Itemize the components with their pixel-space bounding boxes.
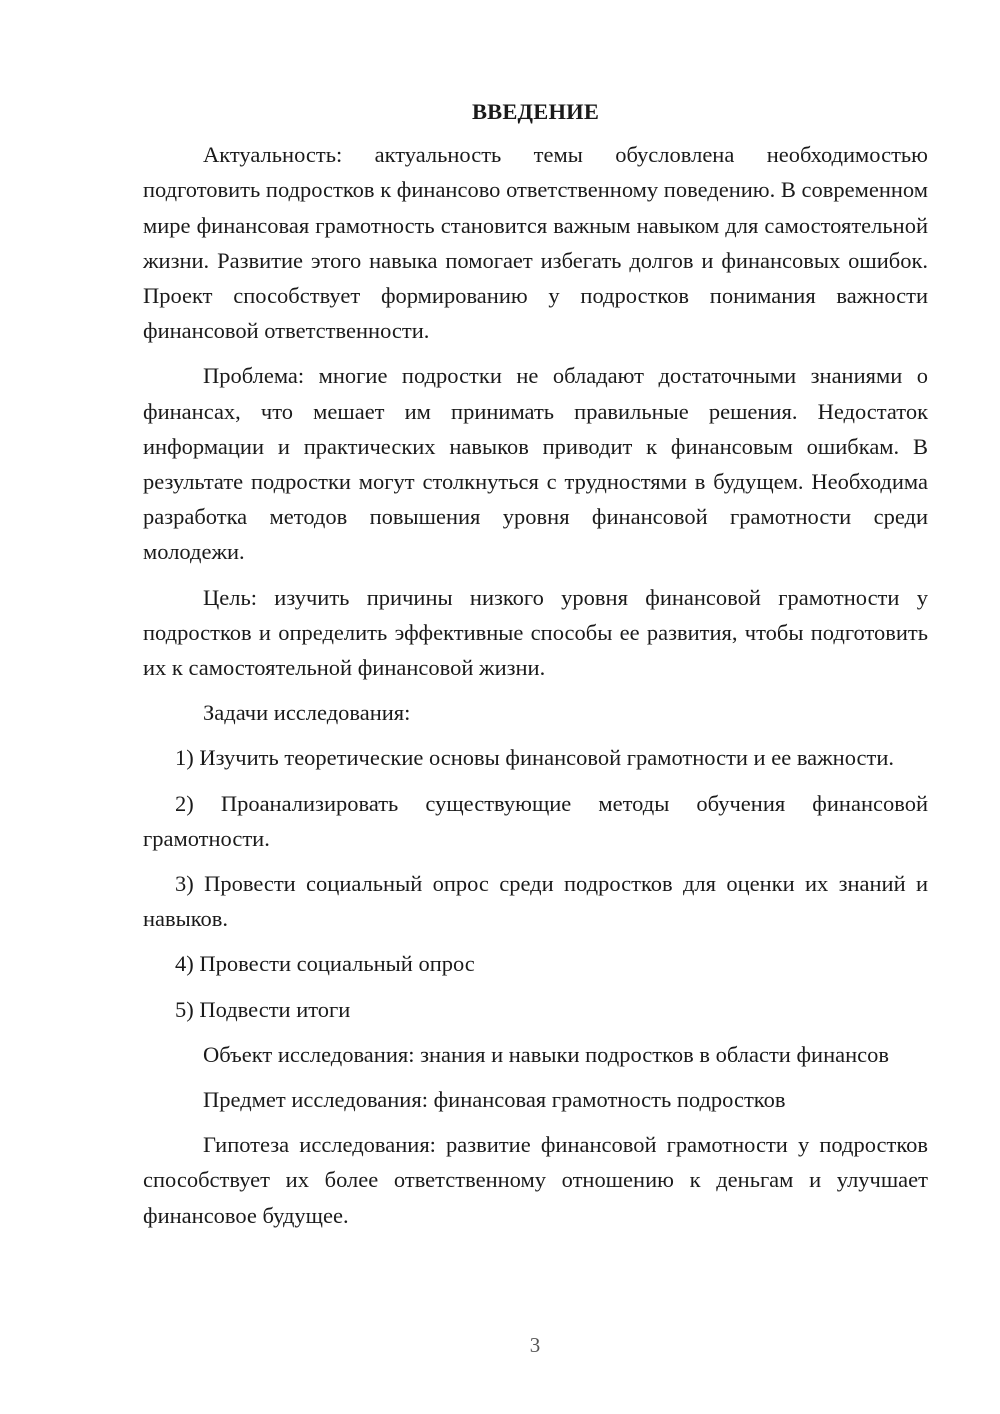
task-item-5: 5) Подвести итоги	[175, 996, 351, 1022]
task-item-1: 1) Изучить теоретические основы финансовой грамотности и ее важности.	[175, 745, 895, 771]
task-item-2: 2) Проанализировать существующие методы обучения финансовой грамотности.	[143, 790, 928, 851]
task-item-4: 4) Провести социальный опрос	[175, 951, 475, 977]
paragraph-relevance: Актуальность: актуальность темы обусловлена необходимостью подготовить подростков к финансово ответственному поведению. В современном мире финансовая грамотность становится важным навыком для самостоятельной жизни. Развитие этого навыка помогает избегать долгов и финансовых ошибок. Проект способствует формированию у подростков понимания важности финансовой ответственности.	[143, 142, 928, 344]
paragraph-hypothesis: Гипотеза исследования: развитие финансовой грамотности у подростков способствует их более ответственному отношению к деньгам и улучшает финансовое будущее.	[143, 1132, 928, 1228]
paragraph-problem: Проблема: многие подростки не обладают достаточными знаниями о финансах, что мешает им принимать правильные решения. Недостаток информации и практических навыков приводит к финансовым ошибкам. В результате подростки могут столкнуться с трудностями в будущем. Необходима разработка методов повышения уровня финансовой грамотности среди молодежи.	[143, 363, 928, 565]
paragraph-goal: Цель: изучить причины низкого уровня финансовой грамотности у подростков и определить эффективные способы ее развития, чтобы подготовить их к самостоятельной финансовой жизни.	[143, 584, 928, 681]
task-item-3: 3) Провести социальный опрос среди подростков для оценки их знаний и навыков.	[143, 871, 928, 932]
paragraph-tasks-heading: Задачи исследования:	[203, 700, 411, 726]
document-body	[143, 94, 928, 1243]
paragraph-research-object: Объект исследования: знания и навыки подростков в области финансов	[203, 1041, 889, 1067]
page-number: 3	[529, 1333, 541, 1357]
paragraph-research-subject: Предмет исследования: финансовая грамотность подростков	[203, 1087, 786, 1113]
page-title: ВВЕДЕНИЕ	[471, 99, 600, 124]
